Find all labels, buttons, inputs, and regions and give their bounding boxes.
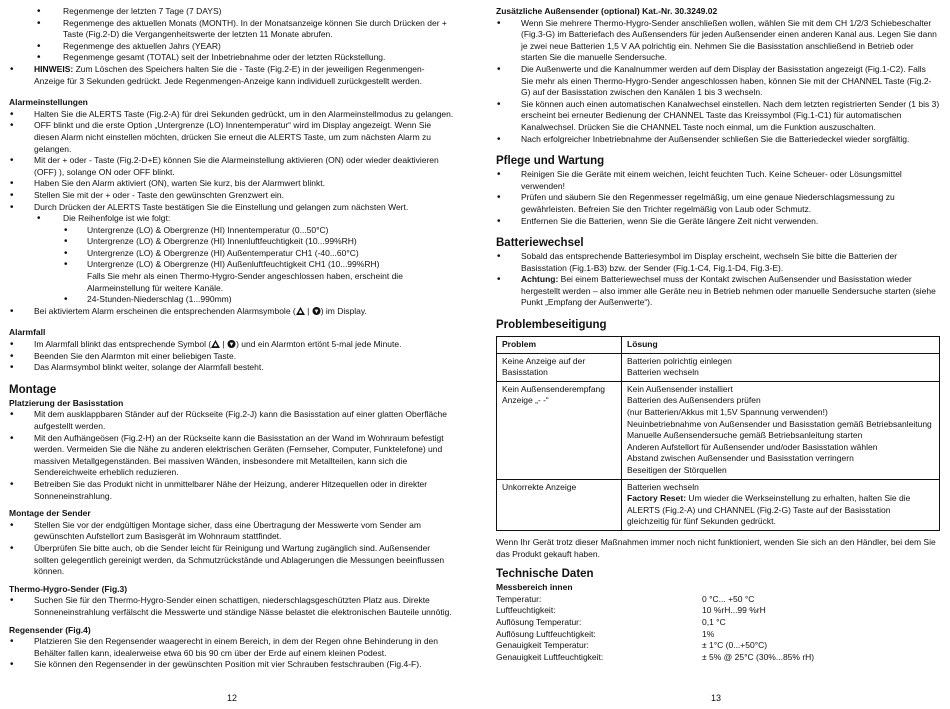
alarm-case-item [9, 339, 455, 351]
list-item: • Regenmenge des aktuellen Jahrs (YEAR) [9, 41, 455, 53]
table-row [497, 381, 940, 479]
hinweis-label: HINWEIS: [34, 63, 74, 74]
solution-line: Anderen Aufstellort für Außensender und/oder Basisstation wählen [627, 441, 878, 452]
list-item: • Wenn Sie mehrere Thermo-Hygro-Sender anschließen wollen, wählen Sie mit dem CH 1/2/3 Schiebeschalter (Fig.3-G) im Batteriefach des Außensenders für jeden Außensender einen anderen Kanal aus. Legen Sie dann je zwei neue Batterien 1,5 V AA polrichtig ein. Nehmen Sie die Basisstation anschließend in Betrieb oder starten Sie die manuelle Sendersuche. [496, 18, 940, 64]
spec-row [496, 605, 940, 617]
sender-list [9, 520, 455, 578]
list-item: • Das Alarmsymbol blinkt weiter, solange der Alarmfall besteht. [9, 362, 455, 374]
list-item: • Entfernen Sie die Batterien, wenn Sie die Geräte längere Zeit nicht verwenden. [496, 216, 940, 228]
order-intro: • Die Reihenfolge ist wie folgt: [9, 213, 455, 225]
list-item: • Regenmenge des aktuellen Monats (MONTH). In der Monatsanzeige können Sie durch Drücken der + Taste (Fig.2-D) die Vergangenheitswerte der letzten 11 Monate abrufen. [9, 18, 455, 41]
spec-key: Genauigkeit Temperatur: [496, 640, 589, 651]
solution-line: Manuelle Außensendersuche gemäß Betriebsanleitung starten [627, 430, 863, 441]
table-row [497, 479, 940, 530]
range-heading: Messbereich innen [496, 582, 573, 593]
alarm-symbols-sep: | [304, 305, 312, 316]
problem-cell: Unkorrekte Anzeige [497, 479, 622, 530]
problem-heading: Problembeseitigung [496, 319, 607, 332]
list-item: • Durch Drücken der ALERTS Taste bestätigen Sie die Einstellung und gelangen zum nächsten Wert. [9, 202, 455, 214]
spec-value: ± 1°C (0...+50°C) [702, 640, 768, 651]
spec-key: Auflösung Luftfeuchtigkeit: [496, 628, 596, 639]
spec-value: 0 °C... +50 °C [702, 593, 755, 604]
list-item: • Regenmenge gesamt (TOTAL) seit der Inbetriebnahme oder der letzten Rückstellung. [9, 52, 455, 64]
list-item: • Haben Sie den Alarm aktiviert (ON), warten Sie kurz, bis der Alarmwert blinkt. [9, 178, 455, 190]
list-item: • Halten Sie die ALERTS Taste (Fig.2-A) für drei Sekunden gedrückt, um in den Alarmeinstellmodus zu gelangen. [9, 109, 455, 121]
alarm-up-icon [211, 340, 220, 348]
placement-heading: Platzierung der Basisstation [9, 397, 124, 408]
list-item: • Untergrenze (LO) & Obergrenze (HI) Innenluftfeuchtigkeit (10...99%RH) [9, 236, 455, 248]
spec-row [496, 640, 940, 652]
spec-row [496, 652, 940, 664]
list-item: • Stellen Sie mit der + oder - Taste den gewünschten Grenzwert ein. [9, 190, 455, 202]
placement-list [9, 409, 455, 502]
spec-value: 0,1 °C [702, 616, 726, 627]
list-item: • Untergrenze (LO) & Obergrenze (HI) Außenluftfeuchtigkeit CH1 (10...99%RH) [9, 259, 455, 271]
alarm-settings-list [9, 109, 455, 318]
list-item: • Suchen Sie für den Thermo-Hygro-Sender einen schattigen, niederschlagsgeschützten Platz aus. Direkte Sonneneinstrahlung verfälscht die Messwerte und ständige Nässe belastet die elektronischen Bauteile unnötig. [9, 595, 455, 618]
solution-line: Abstand zwischen Außensender und Basisstation verringern [627, 453, 854, 464]
list-item: • Nach erfolgreicher Inbetriebnahme der Außensender schließen Sie die Batteriedeckel wieder sorgfältig. [496, 134, 940, 146]
list-item: • Sie können den Regensender in der gewünschten Position mit vier Schrauben festschrauben (Fig.4-F). [9, 659, 455, 671]
care-list [496, 169, 940, 227]
solution-line: Beseitigen der Störquellen [627, 465, 727, 475]
alarm-settings-heading: Alarmeinstellungen [9, 97, 88, 108]
problem-cell: Kein Außensenderempfang Anzeige „- -“ [497, 381, 622, 479]
battery-heading: Batteriewechsel [496, 237, 584, 250]
spec-value: 1% [702, 628, 715, 639]
list-item: • Stellen Sie vor der endgültigen Montage sicher, dass eine Übertragung der Messwerte vom Sender am gewünschten Aufstellort zum Basisgerät im Wohnraum stattfindet. [9, 520, 455, 543]
hinweis-text: Zum Löschen des Speichers halten Sie die - Taste (Fig.2-E) in der jeweiligen Regenmengen-Anzeige für 3 Sekunden gedrückt. Jede Regenmengen-Anzeige kann individuell zurückgestellt werden. [34, 63, 425, 86]
additional-sender-list [496, 18, 940, 146]
list-item: • Sie können auch einen automatischen Kanalwechsel einstellen. Nach dem letzten registrierten Sender (1 bis 3) erscheint bei erneuter Bedienung der CHANNEL Taste das Kreissymbol (Fig.1-C1) für automatischen Kanalwechsel. Drücken Sie die CHANNEL Taste noch einmal, um die Funktion auszuschalten. [496, 99, 940, 134]
table-header-problem: Problem [497, 337, 622, 354]
alarm-case-heading: Alarmfall [9, 327, 46, 338]
solution-line [627, 493, 934, 528]
battery-list [496, 251, 940, 309]
list-item: • Die Außenwerte und die Kanalnummer werden auf dem Display der Basisstation angezeigt (Fig.1-C2). Falls Sie mehr als einen Thermo-Hygro-Sender angeschlossen haben, können Sie mit der CHANNEL Taste (Fig.2-G) auf der Basisstation zwischen den Kanälen 1 bis 3 wechseln. [496, 64, 940, 99]
list-item: • Platzieren Sie den Regensender waagerecht in einem Bereich, in dem der Regen ohne Behinderung in den Behälter fallen kann, idealerweise etwa 60 bis 90 cm über der Erde auf einem kleinen Podest. [9, 636, 455, 659]
hinweis-note [9, 64, 455, 87]
additional-sender-heading: Zusätzliche Außensender (optional) Kat.-Nr. 30.3249.02 [496, 6, 718, 16]
problem-cell: Keine Anzeige auf der Basisstation [497, 353, 622, 381]
list-item: • Untergrenze (LO) & Obergrenze (HI) Innentemperatur (0...50°C) [9, 225, 455, 237]
list-item: • Mit der + oder - Taste (Fig.2-D+E) können Sie die Alarmeinstellung aktivieren (ON) oder wieder deaktivieren (OFF) ), solange ON oder OFF blinkt. [9, 155, 455, 178]
spec-key: Auflösung Temperatur: [496, 616, 582, 627]
list-item: • Sobald das entsprechende Batteriesymbol im Display erscheint, wechseln Sie bitte die Batterien der Basisstation (Fig.1-B3) bzw. der Sender (Fig.1-C4, Fig.1-D4, Fig.3-E). [496, 251, 940, 274]
alarm-case-pre: Im Alarmfall blinkt das entsprechende Symbol ( [34, 339, 212, 350]
page-number-right: 13 [711, 693, 722, 703]
sender-heading: Montage der Sender [9, 508, 91, 519]
list-item: • Betreiben Sie das Produkt nicht in unmittelbarer Nähe der Heizung, anderer Hitzequellen oder in direkter Sonneneinstrahlung. [9, 479, 455, 502]
table-header-solution: Lösung [622, 337, 940, 354]
factory-reset-text: Um wieder die Werkseinstellung zu erhalten, halten Sie die ALERTS (Fig.2-A) und CHANNEL (Fig.2-G) Taste auf der Basisstation gleichzeitig für fünf Sekunden gedrückt. [627, 493, 911, 527]
tech-heading: Technische Daten [496, 568, 594, 581]
alarm-down-icon [227, 340, 236, 348]
specs-list [496, 594, 940, 664]
solution-cell [622, 381, 940, 479]
list-item: • Regenmenge der letzten 7 Tage (7 DAYS) [9, 6, 455, 18]
battery-note-text: Bei einem Batteriewechsel muss der Kontakt zwischen Außensender und Basisstation wieder hergestellt werden – also immer alle Geräte neu in Betrieb nehmen oder manuelle Sendersuche starten (siehe Punkt „Empfang der Außenwerte“). [521, 274, 936, 308]
thermo-list [9, 595, 455, 618]
order-note: Falls Sie mehr als einen Thermo-Hygro-Sender angeschlossen haben, erscheint die Alarmeinstellung für weitere Kanäle. [87, 271, 403, 293]
spec-value: 10 %rH...99 %rH [702, 605, 766, 616]
spec-key: Genauigkeit Luftfeuchtigkeit: [496, 651, 604, 662]
alarm-case-list [9, 339, 455, 374]
alarm-case-sep: | [220, 339, 228, 350]
spec-key: Temperatur: [496, 593, 542, 604]
table-row [497, 353, 940, 381]
thermo-heading: Thermo-Hygro-Sender (Fig.3) [9, 583, 128, 594]
after-table-text: Wenn Ihr Gerät trotz dieser Maßnahmen immer noch nicht funktioniert, wenden Sie sich an den Händler, bei dem Sie das Produkt gekauft haben. [496, 536, 936, 559]
list-item: • Untergrenze (LO) & Obergrenze (HI) Außentemperatur CH1 (-40...60°C) [9, 248, 455, 260]
problem-table [496, 336, 940, 531]
care-heading: Pflege und Wartung [496, 155, 605, 168]
alarm-case-post: ) und ein Alarmton ertönt 5-mal jede Minute. [236, 339, 402, 350]
solution-cell [622, 353, 940, 381]
list-item: • Reinigen Sie die Geräte mit einem weichen, leicht feuchten Tuch. Keine Scheuer- oder Lösungsmittel verwenden! [496, 169, 940, 192]
solution-line: Batterien wechseln [627, 481, 699, 492]
solution-line: Neuinbetriebnahme von Außensender und Basisstation gemäß Betriebsanleitung [627, 418, 932, 429]
list-item: • Mit den Aufhängeösen (Fig.2-H) an der Rückseite kann die Basisstation an der Wand im Wohnraum befestigt werden. Vermeiden Sie die Nähe zu anderen elektrischen Geräten (Fernseher, Computer, Funktelefone) und massiven Metallgegenständen. Bei massiven Wänden, insbesondere mit Metallteilen, kann sich die Sendereichweite erheblich reduzieren. [9, 433, 455, 479]
list-item: • 24-Stunden-Niederschlag (1...990mm) [9, 294, 455, 306]
list-item: • Beenden Sie den Alarmton mit einer beliebigen Taste. [9, 351, 455, 363]
list-item: • Überprüfen Sie bitte auch, ob die Sender leicht für Reinigung und Wartung zugänglich sind. Außensender sollten gelegentlich gereinigt werden, da Schmutzrückstände und Ablagerungen die Messungen beeinflussen können. [9, 543, 455, 578]
rain-sender-list [9, 636, 455, 671]
battery-note [496, 274, 940, 309]
alarm-symbols-item [9, 306, 455, 318]
alarm-down-icon [312, 307, 321, 315]
right-page [496, 6, 940, 663]
list-item: • OFF blinkt und die erste Option „Untergrenze (LO) Innentemperatur“ wird im Display angezeigt. Wenn Sie diesen Alarm nicht einstellen möchten, drücken Sie erneut die ALERTS Taste, um zum nächsten Alarm zu gelangen. [9, 120, 455, 155]
solution-line: Batterien wechseln [627, 367, 699, 378]
solution-cell [622, 479, 940, 530]
montage-heading: Montage [9, 383, 57, 396]
solution-line: Batterien polrichtig einlegen [627, 355, 732, 366]
list-item: • Prüfen und säubern Sie den Regenmesser regelmäßig, um eine genaue Niederschlagsmessung zu gewährleisten. Befreien Sie den Trichter regelmäßig von Laub oder Schmutz. [496, 192, 940, 215]
rain-amount-list [9, 6, 455, 87]
spec-key: Luftfeuchtigkeit: [496, 605, 556, 616]
alarm-symbols-post: ) im Display. [320, 305, 367, 316]
solution-line: Kein Außensender installiert [627, 383, 733, 394]
spec-value: ± 5% @ 25°C (30%...85% rH) [702, 651, 815, 662]
rain-sender-heading: Regensender (Fig.4) [9, 624, 91, 635]
solution-line: Batterien des Außensenders prüfen [627, 395, 761, 406]
spec-row [496, 629, 940, 641]
alarm-symbols-pre: Bei aktiviertem Alarm erscheinen die entsprechenden Alarmsymbole ( [34, 305, 296, 316]
spec-row [496, 617, 940, 629]
spec-row [496, 594, 940, 606]
table-header-row [497, 337, 940, 354]
solution-line: (nur Batterien/Akkus mit 1,5V Spannung verwenden!) [627, 407, 828, 418]
left-page [9, 6, 455, 671]
battery-note-label: Achtung: [521, 274, 559, 285]
page-number-left: 12 [227, 693, 238, 703]
factory-reset-label: Factory Reset: [627, 493, 687, 504]
list-item: • Mit dem ausklappbaren Ständer auf der Rückseite (Fig.2-J) kann die Basisstation auf einer glatten Oberfläche aufgestellt werden. [9, 409, 455, 432]
alarm-up-icon [296, 307, 305, 315]
